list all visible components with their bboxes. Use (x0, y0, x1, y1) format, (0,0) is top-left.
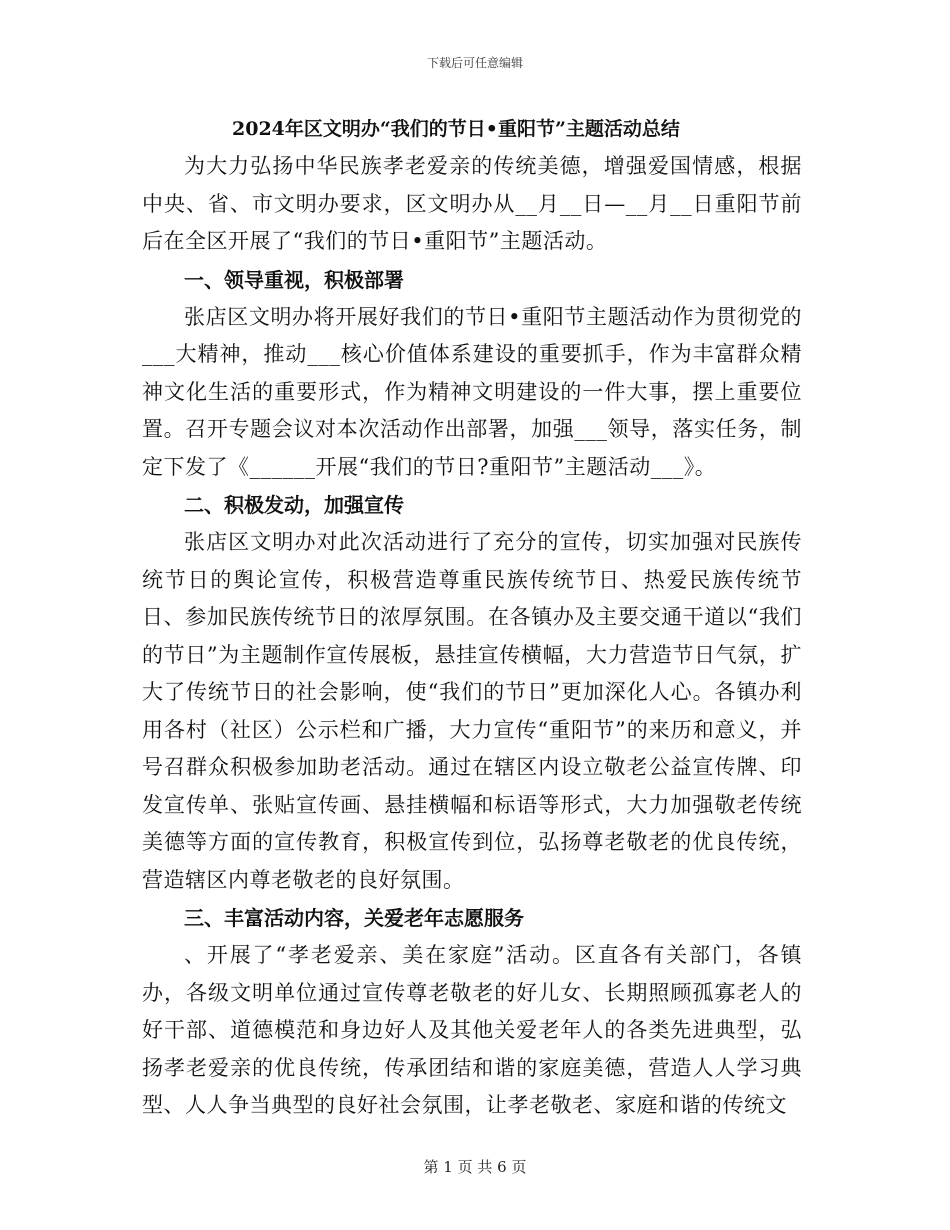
section-paragraph-1: 张店区文明办将开展好我们的节日•重阳节主题活动作为贯彻党的___大精神，推动___核心价值体系建设的重要抓手，作为丰富群众精神文化生活的重要形式，作为精神文明建设的一件大事，摆上重要位置。召开专题会议对本次活动作出部署，加强___领导，落实任务，制定下发了《______开展“我们的节日?重阳节”主题活动___》。 (142, 304, 802, 479)
page-footer: 第 1 页 共 6 页 (423, 1158, 527, 1176)
section-paragraph-2: 张店区文明办对此次活动进行了充分的宣传，切实加强对民族传统节日的舆论宣传，积极营造尊重民族传统节日、热爱民族传统节日、参加民族传统节日的浓厚氛围。在各镇办及主要交通干道以“我们的节日”为主题制作宣传展板，悬挂宣传横幅，大力营造节日气氛，扩大了传统节日的社会影响，使“我们的节日”更加深化人心。各镇办利用各村（社区）公示栏和广播，大力宣传“重阳节”的来历和意义，并号召群众积极参加助老活动。通过在辖区内设立敬老公益宣传牌、印发宣传单、张贴宣传画、悬挂横幅和标语等形式，大力加强敬老传统美德等方面的宣传教育，积极宣传到位，弘扬尊老敬老的优良传统，营造辖区内尊老敬老的良好氛围。 (142, 530, 802, 892)
section-paragraph-3: 、开展了“孝老爱亲、美在家庭”活动。区直各有关部门，各镇办，各级文明单位通过宣传尊老敬老的好儿女、长期照顾孤寡老人的好干部、道德模范和身边好人及其他关爱老年人的各类先进典型，弘扬孝老爱亲的优良传统，传承团结和谐的家庭美德，营造人人学习典型、人人争当典型的良好社会氛围，让孝老敬老、家庭和谐的传统文 (142, 943, 802, 1117)
intro-paragraph: 为大力弘扬中华民族孝老爱亲的传统美德，增强爱国情感，根据中央、省、市文明办要求，区文明办从__月__日—__月__日重阳节前后在全区开展了“我们的节日•重阳节”主题活动。 (142, 154, 802, 253)
header-note: 下载后可任意编辑 (426, 56, 523, 70)
section-heading-3: 三、丰富活动内容，关爱老年志愿服务 (184, 906, 524, 930)
section-heading-2: 二、积极发动，加强宣传 (184, 493, 404, 517)
section-heading-1: 一、领导重视，积极部署 (184, 267, 404, 292)
document-title: 2024年区文明办“我们的节日•重阳节”主题活动总结 (232, 118, 680, 140)
document-body (142, 110, 802, 1125)
